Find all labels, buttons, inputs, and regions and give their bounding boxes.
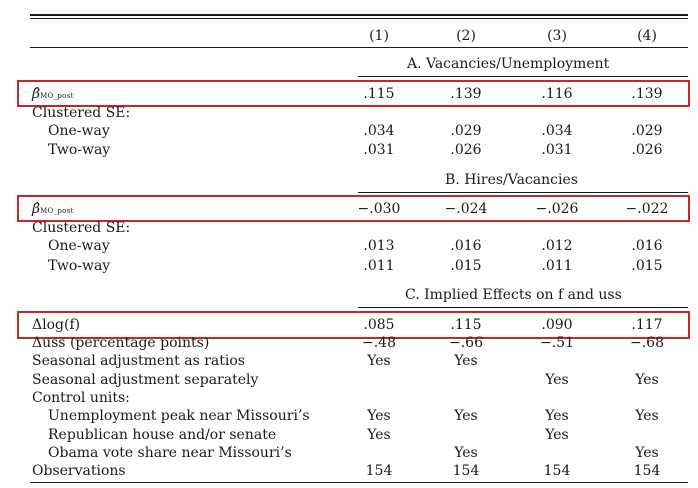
top-rule (30, 14, 688, 16)
row-unemployment-peak-4: Yes (635, 408, 659, 424)
row-seasonal-separately-4: Yes (635, 372, 659, 388)
panel-c-du-3: −.51 (540, 335, 574, 351)
row-label-seasonal-separately: Seasonal adjustment separately (32, 372, 259, 388)
panel-b-oneway-1: .013 (363, 238, 395, 254)
row-label-seasonal-ratios: Seasonal adjustment as ratios (32, 353, 245, 369)
panel-c-dlog-2: .115 (450, 317, 482, 333)
panel-a-oneway-1: .034 (363, 123, 395, 139)
panel-a-beta-4: .139 (631, 86, 663, 102)
panel-b-beta-3: −.026 (535, 201, 579, 217)
row-unemployment-peak-1: Yes (367, 408, 391, 424)
panel-c-title: C. Implied Effects on f and uss (405, 287, 622, 303)
panel-c-du-4: −.68 (630, 335, 664, 351)
panel-a-beta-1: .115 (363, 86, 395, 102)
row-observations-1: 154 (365, 463, 393, 479)
row-observations-4: 154 (633, 463, 661, 479)
beta-label-a (32, 86, 74, 104)
panel-c-dlog-label: Δlog(f) (32, 317, 81, 333)
beta-subscript: MO_post (40, 92, 74, 100)
panel-b-twoway-2: .015 (450, 258, 482, 274)
panel-a-se-header: Clustered SE: (32, 105, 131, 121)
row-republican-1: Yes (367, 427, 391, 443)
row-label-unemployment-peak: Unemployment peak near Missouri’s (48, 408, 310, 424)
panel-a-twoway-label: Two-way (48, 142, 111, 158)
row-obama-4: Yes (635, 445, 659, 461)
row-obama-2: Yes (454, 445, 478, 461)
panel-a-oneway-3: .034 (541, 123, 573, 139)
panel-a-twoway-1: .031 (363, 142, 395, 158)
col-header-2: (2) (456, 28, 476, 44)
panel-b-beta-2: −.024 (444, 201, 488, 217)
beta-subscript: MO_post (40, 207, 74, 215)
panel-a-title: A. Vacancies/Unemployment (407, 56, 610, 72)
panel-c-du-1: −.48 (362, 335, 396, 351)
row-seasonal-ratios-1: Yes (367, 353, 391, 369)
row-republican-3: Yes (545, 427, 569, 443)
beta-label-b (32, 201, 74, 219)
panel-b-beta-4: −.022 (625, 201, 669, 217)
panel-b-se-header: Clustered SE: (32, 220, 131, 236)
col-header-4: (4) (637, 28, 657, 44)
panel-a-oneway-label: One-way (48, 123, 110, 139)
panel-b-oneway-2: .016 (450, 238, 482, 254)
row-observations-2: 154 (452, 463, 480, 479)
panel-c-dlog-1: .085 (363, 317, 395, 333)
row-seasonal-ratios-2: Yes (454, 353, 478, 369)
panel-a-twoway-4: .026 (631, 142, 663, 158)
top-rule-thin (30, 18, 688, 19)
panel-b-twoway-1: .011 (363, 258, 395, 274)
header-rule (30, 47, 688, 48)
panel-a-beta-2: .139 (450, 86, 482, 102)
col-header-1: (1) (369, 28, 389, 44)
panel-c-dlog-3: .090 (541, 317, 573, 333)
panel-c-underline (358, 307, 688, 308)
panel-b-twoway-label: Two-way (48, 258, 111, 274)
panel-b-oneway-4: .016 (631, 238, 663, 254)
panel-a-oneway-4: .029 (631, 123, 663, 139)
panel-b-oneway-3: .012 (541, 238, 573, 254)
row-label-obama: Obama vote share near Missouri’s (48, 445, 292, 461)
panel-a-twoway-2: .026 (450, 142, 482, 158)
panel-b-beta-1: −.030 (357, 201, 401, 217)
panel-b-oneway-label: One-way (48, 238, 110, 254)
panel-a-underline (358, 76, 688, 77)
panel-b-twoway-3: .011 (541, 258, 573, 274)
panel-a-beta-3: .116 (541, 86, 573, 102)
panel-c-du-label: Δuss (percentage points) (32, 335, 210, 351)
col-header-3: (3) (547, 28, 567, 44)
row-seasonal-separately-3: Yes (545, 372, 569, 388)
row-label-control-units: Control units: (32, 390, 130, 406)
row-label-observations: Observations (32, 463, 126, 479)
row-unemployment-peak-3: Yes (545, 408, 569, 424)
row-unemployment-peak-2: Yes (454, 408, 478, 424)
panel-c-du-2: −.66 (449, 335, 483, 351)
row-label-republican: Republican house and/or senate (48, 427, 277, 443)
bottom-rule (30, 482, 688, 483)
panel-a-twoway-3: .031 (541, 142, 573, 158)
panel-b-title: B. Hires/Vacancies (445, 172, 578, 188)
panel-c-dlog-4: .117 (631, 317, 663, 333)
panel-a-oneway-2: .029 (450, 123, 482, 139)
row-observations-3: 154 (543, 463, 571, 479)
panel-b-twoway-4: .015 (631, 258, 663, 274)
beta-symbol: β̂ (32, 201, 41, 217)
panel-b-underline (358, 192, 688, 193)
beta-symbol: β̂ (32, 86, 41, 102)
